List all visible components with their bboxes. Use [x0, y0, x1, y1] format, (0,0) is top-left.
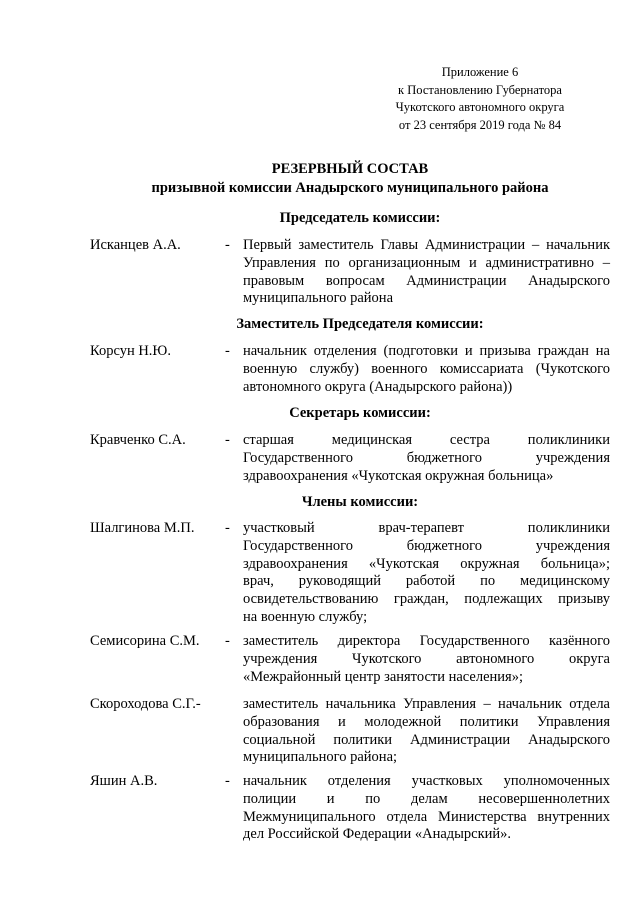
position-line: учреждения Чукотского автономного округа [243, 650, 610, 667]
person-name: Исканцев А.А. [90, 237, 181, 253]
person-position [243, 633, 610, 686]
annex-header [380, 64, 580, 134]
person-name: Корсун Н.Ю. [90, 343, 171, 359]
position-line: начальник отделения (подготовки и призыва граждан на [243, 343, 610, 359]
deputy-heading: Заместитель Председателя комиссии: [236, 316, 484, 332]
position-line: здравоохранения «Чукотская окружная больница» [243, 467, 554, 484]
person-position [243, 237, 610, 308]
person-position [243, 343, 610, 396]
members-heading: Члены комиссии: [301, 494, 419, 510]
annex-line: от 23 сентября 2019 года № 84 [398, 117, 562, 132]
dash: - [225, 520, 230, 536]
document-title [60, 160, 640, 198]
position-line: Управления по организационным и административно – [243, 254, 610, 271]
dash: - [225, 343, 230, 359]
position-line: муниципального района; [243, 749, 398, 766]
title-line-2: призывной комиссии Анадырского муниципального района [151, 180, 549, 196]
position-line: заместитель директора Государственного казённого [243, 633, 610, 649]
position-line: освидетельствованию граждан, подлежащих призыву [243, 591, 610, 608]
position-line: заместитель начальника Управления – начальник отдела [243, 696, 610, 712]
person-name: Скороходова С.Г.- [90, 696, 201, 712]
position-line: «Межрайонный центр занятости населения»; [243, 668, 523, 685]
person-position [243, 432, 610, 485]
position-line: старшая медицинская сестра поликлиники [243, 432, 610, 448]
position-line: врач, руководящий работой по медицинскому [243, 573, 610, 590]
dash: - [225, 432, 230, 448]
person-name: Яшин А.В. [90, 773, 158, 789]
dash: - [225, 633, 230, 649]
position-line: дел Российской Федерации «Анадырский». [243, 826, 512, 843]
position-line: Межмуниципального отдела Министерства внутренних [243, 808, 610, 825]
position-line: участковый врач-терапевт поликлиники [243, 520, 610, 536]
person-name: Кравченко С.А. [90, 432, 186, 448]
person-name: Семисорина С.М. [90, 633, 200, 649]
annex-line: Чукотского автономного округа [395, 100, 565, 114]
dash: - [225, 773, 230, 789]
position-line: военную службу) военного комиссариата (Чукотского [243, 360, 610, 377]
person-position [243, 696, 610, 767]
annex-line: к Постановлению Губернатора [398, 82, 562, 97]
position-line: автономного округа (Анадырского района)) [243, 378, 513, 395]
person-name: Шалгинова М.П. [90, 520, 195, 536]
position-line: социальной политики Администрации Анадырского [243, 731, 610, 748]
position-line: образования и молодежной политики Управления [243, 713, 610, 730]
position-line: правовым вопросам Администрации Анадырского [243, 272, 610, 289]
dash: - [225, 237, 230, 253]
chairman-heading: Председатель комиссии: [279, 210, 441, 226]
secretary-heading: Секретарь комиссии: [289, 405, 431, 421]
position-line: Государственного бюджетного учреждения [243, 449, 610, 466]
position-line: Государственного бюджетного учреждения [243, 537, 610, 554]
person-position [243, 520, 610, 627]
position-line: здравоохранения «Чукотская окружная больница»; [243, 555, 610, 572]
title-line-1: РЕЗЕРВНЫЙ СОСТАВ [271, 161, 429, 177]
position-line: начальник отделения участковых уполномоченных [243, 773, 610, 789]
annex-line: Приложение 6 [441, 65, 519, 79]
person-position [243, 773, 610, 844]
position-line: полиции и по делам несовершеннолетних [243, 790, 610, 807]
position-line: Первый заместитель Главы Администрации – начальник [243, 237, 610, 253]
position-line: муниципального района [243, 290, 393, 307]
position-line: на военную службу; [243, 608, 368, 625]
